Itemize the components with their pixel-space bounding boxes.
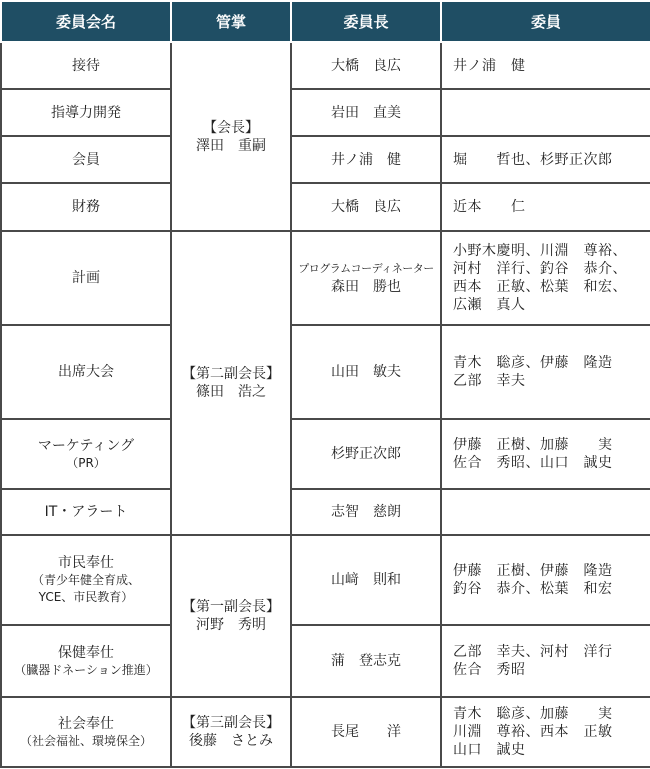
supervisor-name: 澤田 重嗣	[196, 137, 266, 154]
table-row	[1, 42, 650, 89]
committee-name: 指導力開発	[1, 89, 171, 136]
members-list: 伊藤 正樹、伊藤 隆造 釣谷 恭介、松葉 和宏	[441, 535, 650, 625]
chair-name: 大橋 良広	[291, 183, 441, 231]
chair-name: 蒲 登志克	[291, 625, 441, 697]
supervisor-cell	[171, 231, 291, 535]
committee-subtitle: （青少年健全育成、 YCE、市民教育）	[31, 573, 140, 604]
committee-name: 保健奉仕	[58, 644, 114, 661]
committee-name: 財務	[1, 183, 171, 231]
table-row	[1, 489, 650, 535]
supervisor-role: 【第三副会長】	[182, 715, 280, 731]
committee-name: IT・アラート	[1, 489, 171, 535]
committee-name: 社会奉仕	[58, 715, 114, 732]
members-list: 井ノ浦 健	[441, 42, 650, 89]
committee-subtitle: （臓器ドネーション推進）	[14, 662, 158, 677]
supervisor-cell	[171, 535, 291, 697]
chair-name: 山田 敏夫	[291, 325, 441, 419]
chair-name: 杉野正次郎	[291, 419, 441, 489]
supervisor-cell	[171, 42, 291, 231]
committee-subtitle: （PR）	[66, 455, 106, 470]
members-list: 近本 仁	[441, 183, 650, 231]
supervisor-name: 河野 秀明	[196, 617, 266, 633]
committee-name: 市民奉仕	[58, 555, 114, 571]
chair-name: 長尾 洋	[291, 697, 441, 767]
chair-name: 井ノ浦 健	[291, 136, 441, 183]
supervisor-name: 篠田 浩之	[196, 384, 266, 400]
header-row	[1, 1, 650, 42]
table-row	[1, 136, 650, 183]
chair-name: 岩田 直美	[291, 89, 441, 136]
header-members: 委員	[441, 1, 650, 42]
header-chair: 委員長	[291, 1, 441, 42]
chair-title-note: プログラムコーディネーター	[298, 262, 434, 275]
table-row	[1, 231, 650, 325]
committee-name: マーケティング	[37, 437, 135, 454]
members-list: 乙部 幸夫、河村 洋行 佐合 秀昭	[441, 625, 650, 697]
supervisor-role: 【会長】	[203, 119, 259, 136]
supervisor-cell	[171, 697, 291, 767]
committee-name: 計画	[1, 231, 171, 325]
table-row	[1, 419, 650, 489]
committee-name-cell	[1, 419, 171, 489]
committee-name: 接待	[1, 42, 171, 89]
table-row	[1, 89, 650, 136]
chair-name: 大橋 良広	[291, 42, 441, 89]
committee-name: 出席大会	[1, 325, 171, 419]
supervisor-role: 【第一副会長】	[182, 599, 280, 615]
table-row	[1, 535, 650, 625]
supervisor-role: 【第二副会長】	[182, 366, 280, 382]
header-supervisor: 管掌	[171, 1, 291, 42]
committee-name-cell	[1, 625, 171, 697]
members-list: 伊藤 正樹、加藤 実 佐合 秀昭、山口 誠史	[441, 419, 650, 489]
members-list: 堀 哲也、杉野正次郎	[441, 136, 650, 183]
table-row	[1, 183, 650, 231]
chair-name: 森田 勝也	[331, 279, 401, 295]
committee-name-cell	[1, 697, 171, 767]
members-list: 青木 聡彦、伊藤 隆造 乙部 幸夫	[441, 325, 650, 419]
committee-name: 会員	[1, 136, 171, 183]
table-row	[1, 697, 650, 767]
table-row	[1, 325, 650, 419]
table-row	[1, 625, 650, 697]
chair-name: 志智 慈朗	[291, 489, 441, 535]
members-list	[441, 489, 650, 535]
chair-name: 山﨑 則和	[291, 535, 441, 625]
members-list: 小野木慶明、川淵 尊裕、 河村 洋行、釣谷 恭介、 西本 正敏、松葉 和宏、 広瀬 真人	[441, 231, 650, 325]
committee-name-cell	[1, 535, 171, 625]
header-committee-name: 委員会名	[1, 1, 171, 42]
chair-cell	[291, 231, 441, 325]
committee-subtitle: （社会福祉、環境保全）	[19, 733, 152, 748]
members-list: 青木 聡彦、加藤 実 川淵 尊裕、西本 正敏 山口 誠史	[441, 697, 650, 767]
supervisor-name: 後藤 さとみ	[189, 733, 273, 749]
members-list	[441, 89, 650, 136]
